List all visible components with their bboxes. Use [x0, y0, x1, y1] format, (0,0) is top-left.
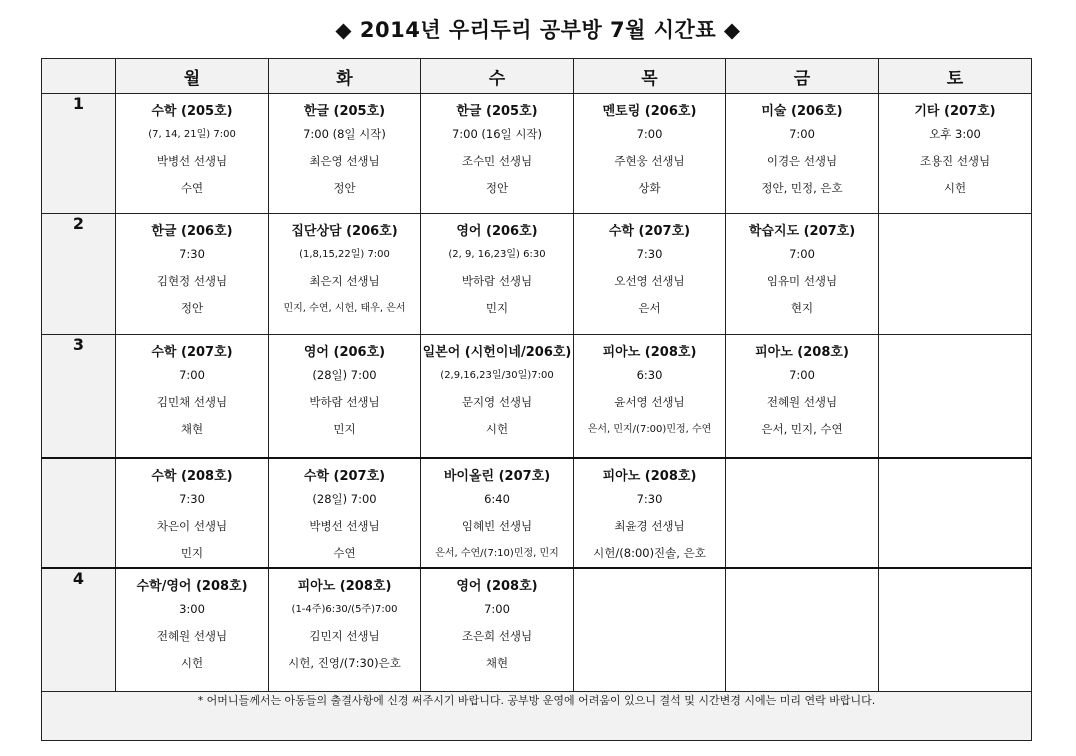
- class-time: [726, 596, 878, 623]
- class-subject: [879, 578, 1031, 596]
- class-subject: 영어 (208호): [456, 578, 538, 594]
- class-cell: [421, 458, 574, 568]
- class-students: 시헌: [943, 181, 967, 195]
- class-cell: [269, 335, 421, 458]
- class-students: [879, 650, 1031, 677]
- class-students: 은서, 수연/(7:10)민정, 민지: [435, 547, 559, 559]
- period-cell: 1: [42, 94, 116, 214]
- class-teacher: 문지영 선생님: [461, 395, 533, 409]
- class-teacher: 조용진 선생님: [919, 154, 991, 168]
- class-students: 은서: [638, 301, 661, 315]
- class-time: 3:00: [179, 601, 205, 616]
- schedule-table: [41, 58, 1032, 741]
- class-teacher: 김민지 선생님: [309, 628, 380, 643]
- class-time: 6:40: [484, 491, 510, 506]
- class-students: 채현: [485, 655, 509, 670]
- class-teacher: [879, 268, 1031, 295]
- class-students: 민지: [333, 422, 356, 436]
- class-teacher: 임혜빈 선생님: [461, 518, 533, 533]
- period-cell: 2: [42, 214, 116, 335]
- class-cell: [574, 214, 726, 335]
- class-subject: 수학/영어 (208호): [136, 578, 248, 594]
- class-subject: 일본어 (시헌이네/206호): [422, 345, 572, 360]
- class-teacher: [726, 623, 878, 650]
- class-students: [726, 540, 878, 567]
- class-cell: [421, 214, 574, 335]
- class-time: 7:30: [179, 247, 205, 261]
- class-cell: [269, 214, 421, 335]
- class-subject: 피아노 (208호): [755, 345, 849, 360]
- class-subject: [879, 468, 1031, 486]
- class-time: (7, 14, 21일) 7:00: [148, 129, 236, 140]
- class-subject: 미술 (206호): [761, 104, 843, 119]
- class-teacher: 최은지 선생님: [309, 274, 380, 288]
- class-subject: [726, 578, 878, 596]
- class-cell: [726, 94, 879, 214]
- class-time: 7:00: [789, 368, 815, 382]
- class-teacher: 윤서영 선생님: [614, 395, 685, 409]
- class-time: (1-4주)6:30/(5주)7:00: [291, 603, 398, 615]
- class-cell: [421, 568, 574, 692]
- period-cell: 3: [42, 335, 116, 458]
- class-time: (2, 9, 16,23일) 6:30: [448, 249, 546, 260]
- class-subject: 한글 (205호): [303, 104, 386, 119]
- class-time: 7:30: [179, 491, 205, 506]
- class-subject: 수학 (205호): [151, 104, 233, 119]
- class-teacher: 조은희 선생님: [461, 628, 533, 643]
- class-subject: 수학 (207호): [608, 224, 691, 239]
- class-subject: 바이올린 (207호): [443, 468, 551, 484]
- day-header: 토: [879, 59, 1032, 94]
- class-subject: 멘토링 (206호): [602, 104, 697, 119]
- day-header: 화: [269, 59, 421, 94]
- class-time: [879, 241, 1031, 268]
- class-students: 시헌: [485, 422, 509, 436]
- class-subject: [574, 578, 725, 596]
- class-subject: 기타 (207호): [914, 104, 996, 119]
- class-time: 7:00 (8일 시작): [303, 127, 386, 141]
- class-students: 수연: [180, 181, 204, 195]
- class-teacher: [879, 623, 1031, 650]
- class-teacher: 김현정 선생님: [156, 274, 228, 288]
- class-cell: [116, 214, 269, 335]
- class-cell: [116, 335, 269, 458]
- class-teacher: 박하람 선생님: [461, 274, 533, 288]
- class-students: [879, 416, 1031, 443]
- class-time: (2,9,16,23일/30일)7:00: [440, 370, 554, 381]
- class-time: 7:00: [484, 601, 510, 616]
- class-cell: [421, 335, 574, 458]
- corner-cell: [42, 59, 116, 94]
- class-subject: 수학 (207호): [303, 468, 386, 484]
- class-cell: [879, 568, 1032, 692]
- period-cell: 4: [42, 568, 116, 692]
- schedule-row: [42, 458, 1032, 568]
- class-cell: [574, 94, 726, 214]
- day-header: 목: [574, 59, 726, 94]
- class-time: [726, 486, 878, 513]
- class-teacher: [726, 513, 878, 540]
- class-students: 정안: [485, 181, 509, 195]
- class-subject: 수학 (208호): [151, 468, 233, 484]
- class-time: 7:00: [789, 127, 815, 141]
- class-cell: [726, 458, 879, 568]
- class-time: (1,8,15,22일) 7:00: [299, 249, 390, 260]
- class-students: 현지: [790, 301, 814, 315]
- class-cell: [726, 335, 879, 458]
- class-students: [574, 650, 725, 677]
- class-students: 채현: [180, 422, 204, 436]
- class-teacher: 오선영 선생님: [614, 274, 685, 288]
- class-time: 7:00: [179, 368, 205, 382]
- class-students: 민지: [485, 301, 509, 315]
- schedule-row: [42, 335, 1032, 458]
- class-students: [879, 295, 1031, 322]
- class-subject: 한글 (206호): [151, 224, 233, 239]
- class-students: 정안, 민정, 은호: [761, 181, 843, 195]
- class-cell: [421, 94, 574, 214]
- schedule-row: [42, 94, 1032, 214]
- class-time: [879, 486, 1031, 513]
- class-teacher: 주현웅 선생님: [614, 154, 685, 168]
- day-header: 금: [726, 59, 879, 94]
- schedule-row: [42, 568, 1032, 692]
- class-time: 7:00 (16일 시작): [451, 127, 543, 141]
- class-teacher: 이경은 선생님: [766, 154, 838, 168]
- class-cell: [116, 568, 269, 692]
- class-subject: 피아노 (208호): [602, 345, 697, 360]
- class-students: 정안: [333, 181, 356, 195]
- period-cell: [42, 458, 116, 568]
- class-teacher: 차은이 선생님: [156, 518, 228, 533]
- class-teacher: 박병선 선생님: [156, 154, 228, 168]
- class-students: 시헌/(8:00)진솔, 은호: [593, 545, 706, 560]
- class-time: 7:30: [636, 491, 663, 506]
- class-time: [879, 362, 1031, 389]
- class-cell: [116, 94, 269, 214]
- class-teacher: 박병선 선생님: [309, 518, 380, 533]
- class-students: [879, 540, 1031, 567]
- class-time: (28일) 7:00: [312, 368, 377, 382]
- class-cell: [269, 568, 421, 692]
- class-cell: [879, 335, 1032, 458]
- class-cell: [879, 458, 1032, 568]
- class-teacher: 임유미 선생님: [766, 274, 838, 288]
- class-subject: 피아노 (208호): [297, 578, 392, 594]
- class-cell: [726, 568, 879, 692]
- class-cell: [879, 94, 1032, 214]
- class-subject: 집단상담 (206호): [291, 224, 398, 239]
- class-students: 은서, 민지, 수연: [761, 422, 843, 436]
- class-time: 6:30: [636, 368, 663, 382]
- class-teacher: 최윤경 선생님: [614, 518, 685, 533]
- class-cell: [116, 458, 269, 568]
- class-teacher: [879, 389, 1031, 416]
- class-subject: [879, 223, 1031, 241]
- class-teacher: [574, 623, 725, 650]
- page-title: ◆ 2014년 우리두리 공부방 7월 시간표 ◆: [335, 18, 741, 42]
- class-teacher: 전혜원 선생님: [766, 395, 838, 409]
- class-students: 수연: [333, 545, 356, 560]
- class-teacher: 김민채 선생님: [156, 395, 228, 409]
- class-cell: [879, 214, 1032, 335]
- day-header: 수: [421, 59, 574, 94]
- class-time: 오후 3:00: [929, 127, 981, 141]
- class-teacher: 조수민 선생님: [461, 154, 533, 168]
- class-subject: 수학 (207호): [151, 345, 233, 360]
- class-students: 시헌: [180, 655, 204, 670]
- class-subject: [726, 468, 878, 486]
- class-students: 시헌, 진영/(7:30)은호: [288, 655, 401, 670]
- class-cell: [269, 94, 421, 214]
- class-students: [726, 650, 878, 677]
- class-cell: [269, 458, 421, 568]
- notice-text: * 어머니들께서는 아동들의 출결사항에 신경 써주시기 바랍니다. 공부방 운영에 어려움이 있으니 결석 및 시간변경 시에는 미리 연락 바랍니다.: [42, 692, 1032, 741]
- class-cell: [574, 335, 726, 458]
- class-time: (28일) 7:00: [312, 491, 377, 506]
- class-time: 7:30: [636, 247, 663, 261]
- class-students: 민지: [180, 545, 204, 560]
- schedule-row: [42, 214, 1032, 335]
- class-students: 은서, 민지/(7:00)민정, 수연: [587, 424, 712, 435]
- class-subject: [879, 344, 1031, 362]
- class-cell: [574, 458, 726, 568]
- class-time: 7:00: [789, 247, 815, 261]
- day-header: 월: [116, 59, 269, 94]
- class-teacher: 최은영 선생님: [309, 154, 380, 168]
- class-time: 7:00: [636, 127, 663, 141]
- class-subject: 한글 (205호): [456, 104, 538, 119]
- class-time: [879, 596, 1031, 623]
- class-students: 상화: [638, 181, 661, 195]
- class-time: [574, 596, 725, 623]
- class-subject: 영어 (206호): [303, 345, 386, 360]
- class-teacher: 박하람 선생님: [309, 395, 380, 409]
- header-row: [42, 59, 1032, 94]
- class-subject: 학습지도 (207호): [748, 224, 856, 239]
- class-cell: [726, 214, 879, 335]
- class-cell: [574, 568, 726, 692]
- class-subject: 피아노 (208호): [602, 468, 697, 484]
- class-students: 정안: [180, 301, 204, 315]
- class-teacher: [879, 513, 1031, 540]
- class-students: 민지, 수연, 시헌, 태우, 은서: [283, 303, 406, 314]
- class-subject: 영어 (206호): [456, 224, 538, 239]
- class-teacher: 전혜원 선생님: [156, 628, 228, 643]
